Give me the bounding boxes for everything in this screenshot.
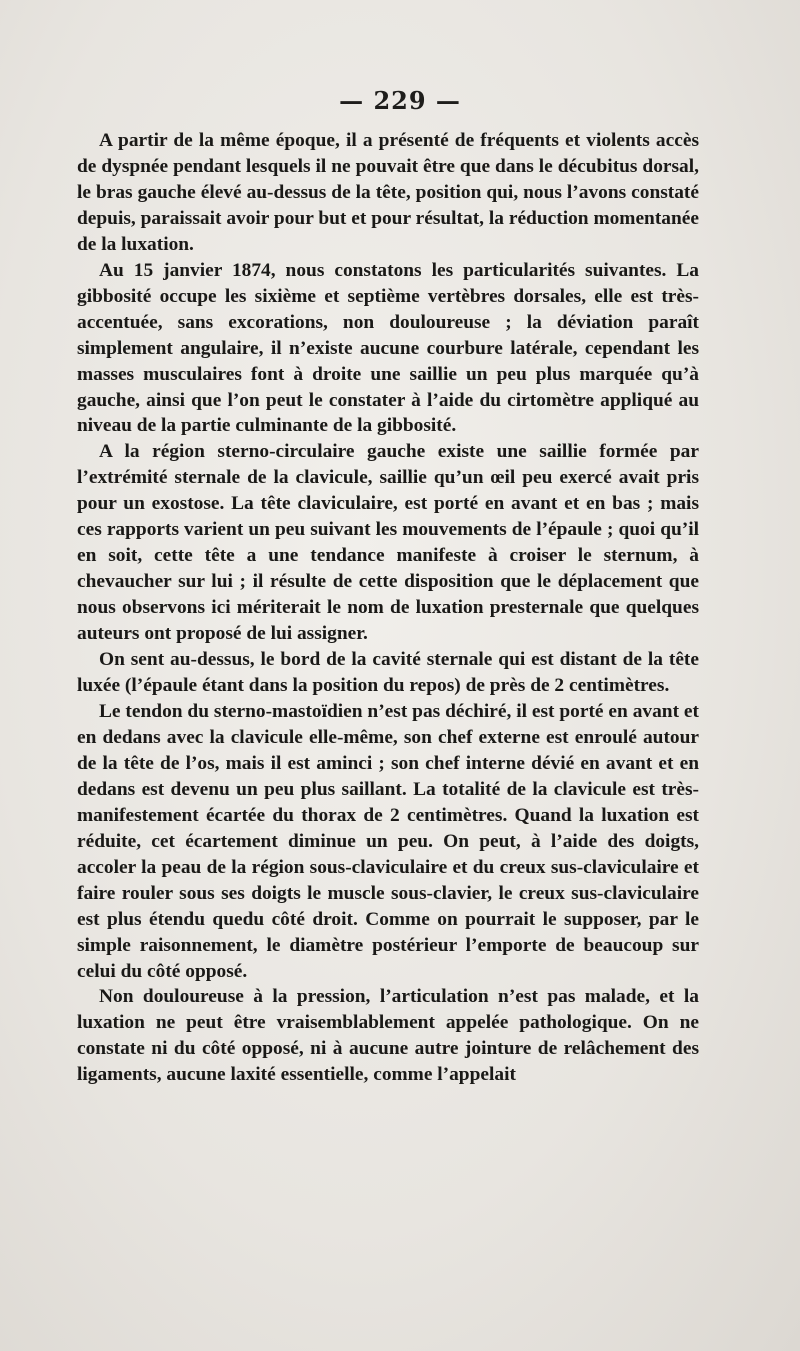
paragraph: Non douloureuse à la pression, l’articulation n’est pas malade, et la luxation ne peut être vraisemblablement appelée pathologique. On ne constate ni du côté opposé, ni à aucune autre jointure de relâchement des ligaments, aucune laxité essentielle, comme l’appelait bbox=[77, 986, 699, 1086]
paragraph: A la région sterno-circulaire gauche existe une saillie formée par l’extrémité sternale de la clavicule, saillie qu’un œil peu exercé avait pris pour un exostose. La tête claviculaire, est porté en avant et en bas ; mais ces rapports varient un peu suivant les mouvements de l’épaule ; quoi qu’il en soit, cette tête a une tendance manifeste à croiser le sternum, à chevaucher sur lui ; il résulte de cette disposition que le déplacement que nous observons ici mériterait le nom de luxation presternale que quelques auteurs ont proposé de lui assigner. bbox=[77, 441, 699, 645]
paragraph: On sent au-dessus, le bord de la cavité sternale qui est distant de la tête luxée (l’épaule étant dans la position du repos) de près de 2 centimètres. bbox=[77, 649, 699, 697]
paragraph: Le tendon du sterno-mastoïdien n’est pas déchiré, il est porté en avant et en dedans avec la clavicule elle-même, son chef externe est enroulé autour de la tête de l’os, mais il est aminci ; son chef interne dévié en avant et en dedans est devenu un peu plus saillant. La totalité de la clavicule est très-manifestement écartée du thorax de 2 centimètres. Quand la luxation est réduite, cet écartement diminue un peu. On peut, à l’aide des doigts, accoler la peau de la région sous-claviculaire et du creux sus-claviculaire et faire rouler sous ses doigts le muscle sous-clavier, le creux sus-claviculaire est plus étendu quedu côté droit. Comme on pourrait le supposer, par le simple raisonnement, le diamètre postérieur l’emporte de beaucoup sur celui du côté opposé. bbox=[77, 700, 699, 982]
paragraph: Au 15 janvier 1874, nous constatons les particularités suivantes. La gibbosité occupe les sixième et septième vertèbres dorsales, elle est très-accentuée, sans excorations, non douloureuse ; la déviation paraît simplement angulaire, il n’existe aucune courbure latérale, cependant les masses musculaires font à droite une saillie un peu plus marquée qu’à gauche, ainsi que l’on peut le constater à l’aide du cirtomètre appliqué au niveau de la partie culminante de la gibbosité. bbox=[77, 259, 699, 437]
paragraph: A partir de la même époque, il a présenté de fréquents et violents accès de dyspnée pendant lesquels il ne pouvait être que dans le décubitus dorsal, le bras gauche élevé au-dessus de la tête, position qui, nous l’avons constaté depuis, paraissait avoir pour but et pour résultat, la réduction momentanée de la luxation. bbox=[77, 130, 699, 255]
body-text bbox=[77, 128, 699, 1088]
page-number: — 229 — bbox=[339, 86, 461, 115]
